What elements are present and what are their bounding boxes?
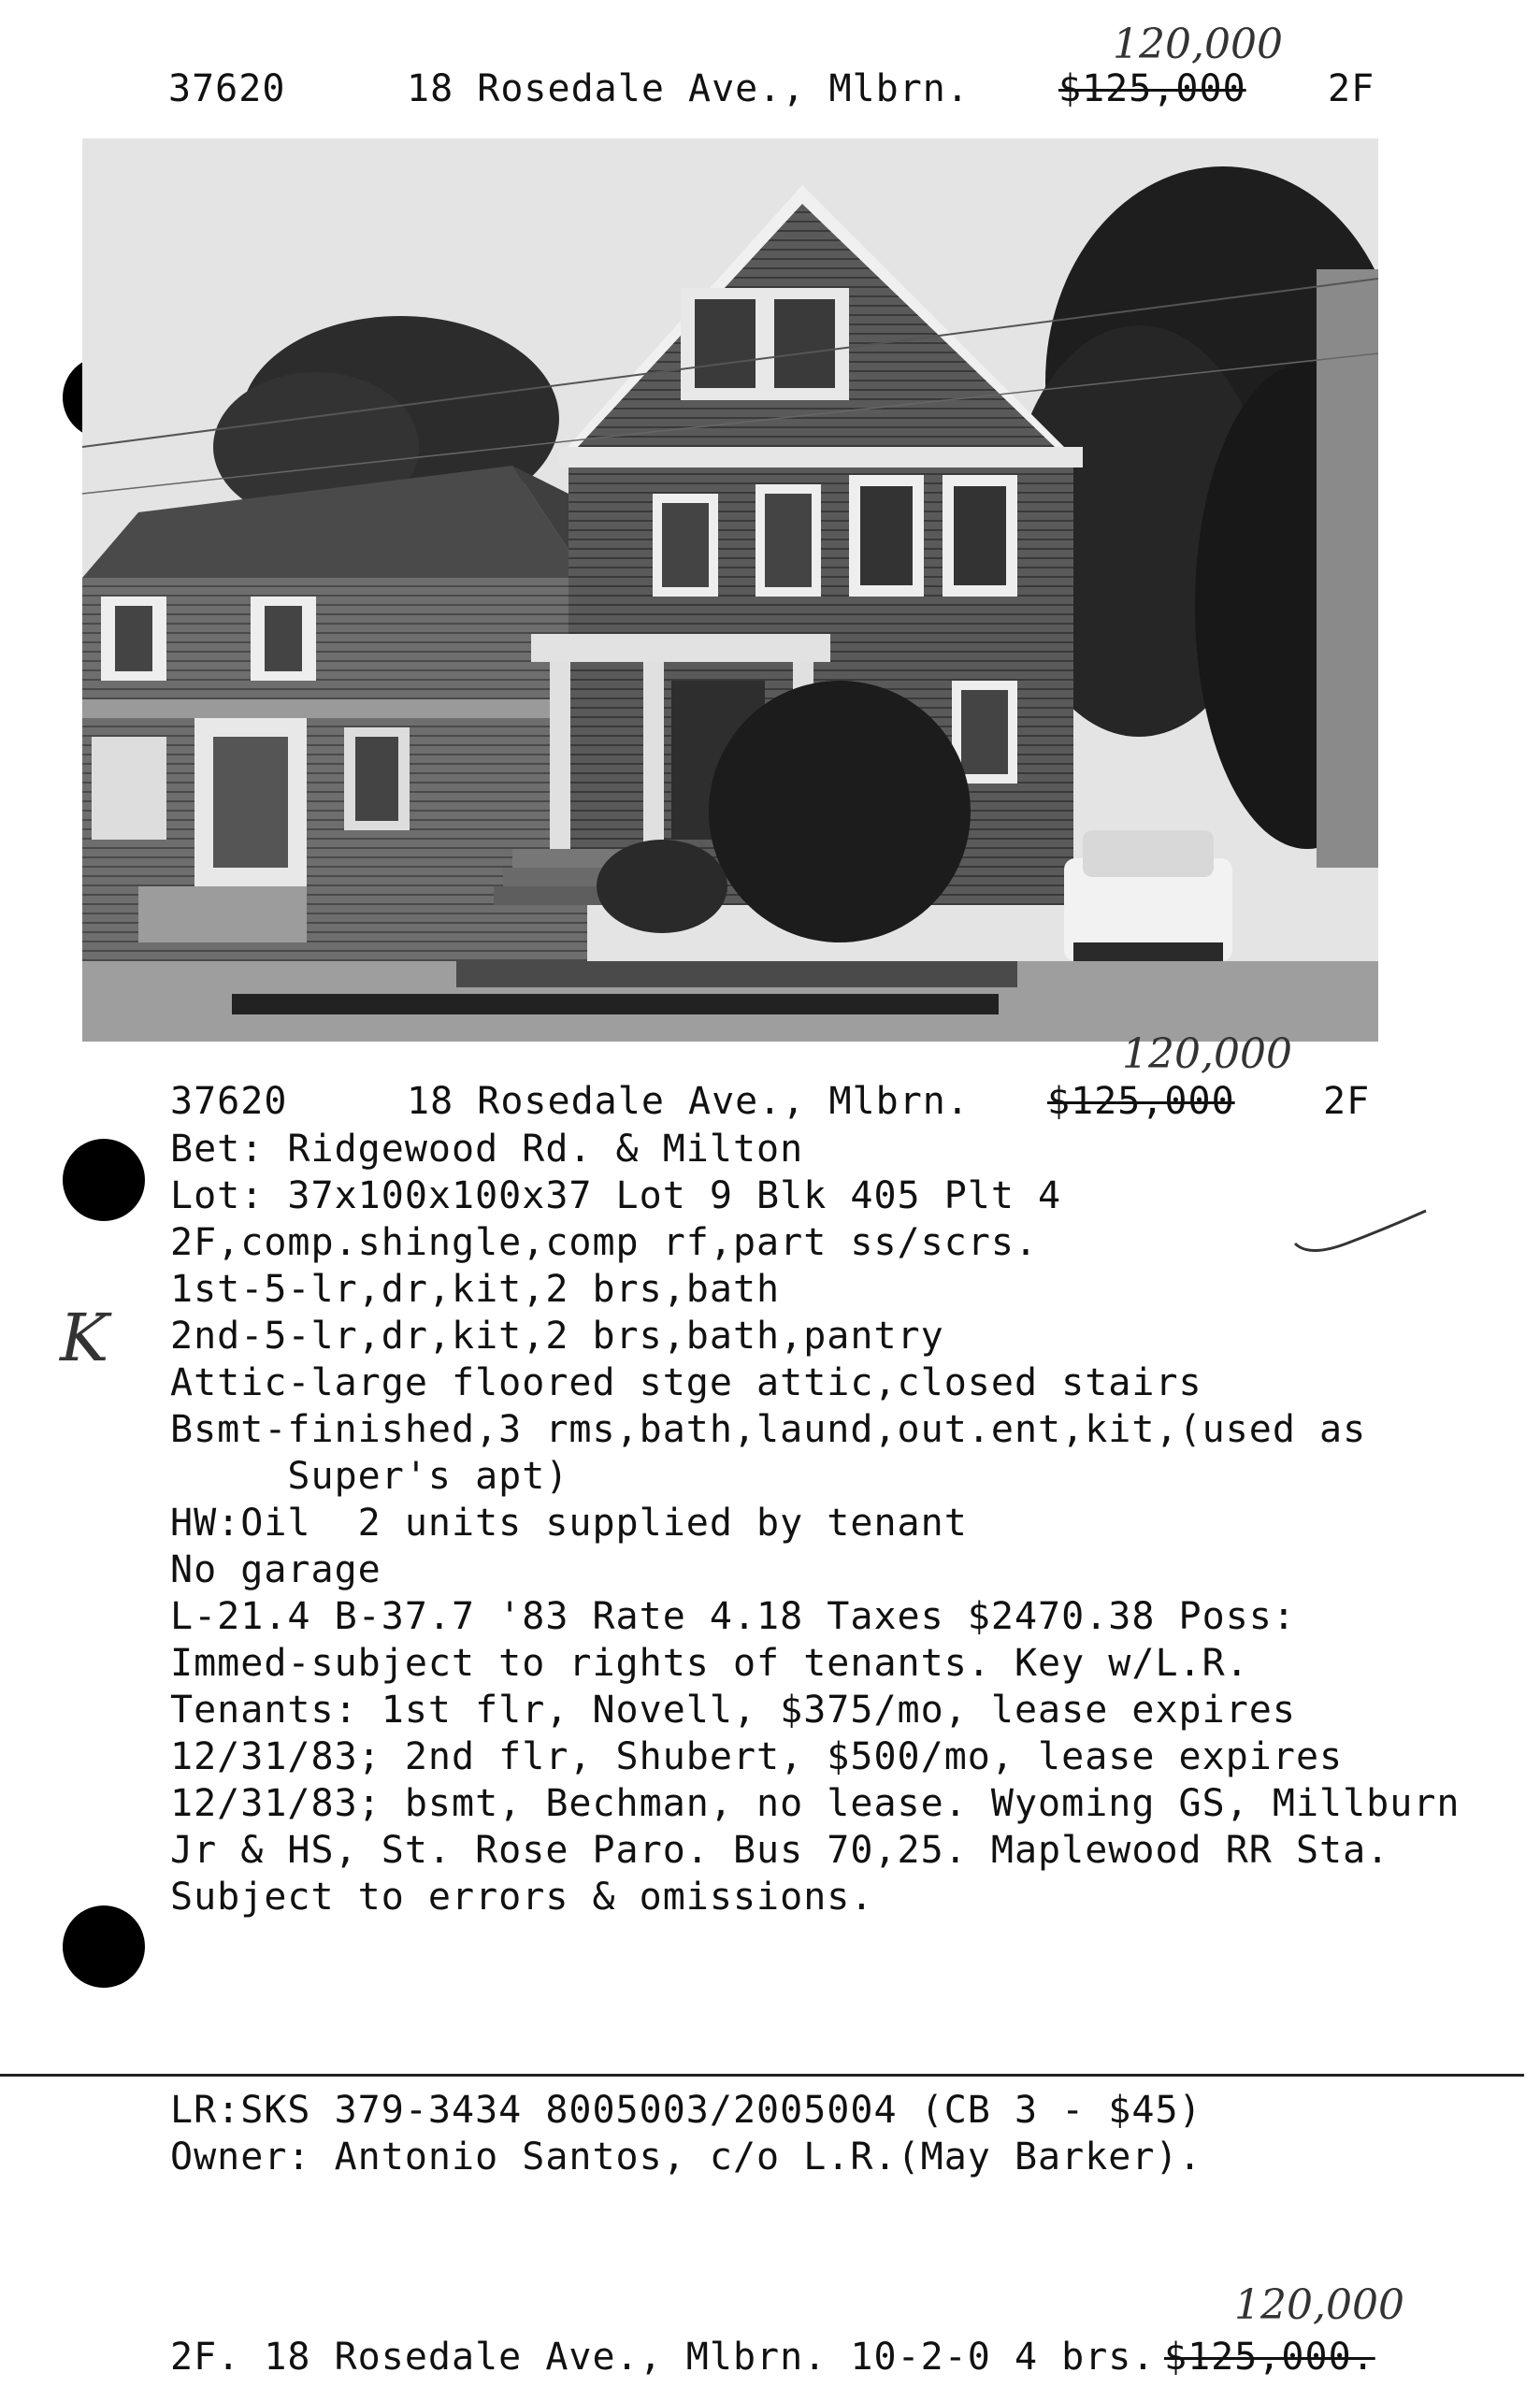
listing-line: Bsmt-finished,3 rms,bath,laund,out.ent,kit,(used as (170, 1408, 1367, 1451)
header-price-handwritten: 120,000 (1113, 21, 1283, 68)
punch-hole-middle (63, 1139, 145, 1221)
listing-line: L-21.4 B-37.7 '83 Rate 4.18 Taxes $2470.38 Poss: (170, 1595, 1296, 1638)
header-type: 2F (1328, 67, 1375, 110)
separator-rule (0, 2074, 1524, 2077)
contact-line: Owner: Antonio Santos, c/o L.R.(May Barker). (170, 2135, 1202, 2178)
listing-line: Jr & HS, St. Rose Paro. Bus 70,25. Maplewood RR Sta. (170, 1829, 1390, 1872)
listing-line: 1st-5-lr,dr,kit,2 brs,bath (170, 1268, 781, 1311)
listing-line: 2F,comp.shingle,comp rf,part ss/scrs. (170, 1221, 1039, 1264)
listing-line: Tenants: 1st flr, Novell, $375/mo, lease expires (170, 1689, 1296, 1732)
header-price-struck: $125,000 (1058, 67, 1246, 110)
house-photo (82, 138, 1378, 1042)
summary-price-struck: $125,000. (1164, 2336, 1375, 2379)
contact-line: LR:SKS 379-3434 8005003/2005004 (CB 3 - $45) (170, 2089, 1202, 2132)
contact-block (170, 2087, 1202, 2180)
listing-line: Super's apt) (170, 1455, 569, 1498)
margin-mark-k: K (60, 1300, 109, 1376)
listing-line: Subject to errors & omissions. (170, 1876, 874, 1919)
summary-text: 2F. 18 Rosedale Ave., Mlbrn. 10-2-0 4 brs. (170, 2336, 1156, 2379)
listing-line: Immed-subject to rights of tenants. Key w/L.R. (170, 1642, 1249, 1685)
listing-id: 37620 (170, 1080, 288, 1123)
listing-line: No garage (170, 1548, 381, 1591)
listing-type: 2F (1323, 1080, 1371, 1123)
listing-line: Bet: Ridgewood Rd. & Milton (170, 1128, 804, 1171)
summary-price-handwritten: 120,000 (1234, 2281, 1404, 2329)
listing-line: 12/31/83; bsmt, Bechman, no lease. Wyoming GS, Millburn (170, 1782, 1461, 1825)
listing-line: Lot: 37x100x100x37 Lot 9 Blk 405 Plt 4 (170, 1174, 1062, 1217)
parked-car (1064, 830, 1232, 971)
header-address: 18 Rosedale Ave., Mlbrn. (407, 67, 970, 110)
listing-line: 2nd-5-lr,dr,kit,2 brs,bath,pantry (170, 1315, 944, 1358)
listing-line: HW:Oil 2 units supplied by tenant (170, 1502, 968, 1545)
margin-check-mark (1290, 1206, 1431, 1262)
neighbor-house (82, 466, 606, 1008)
listing-line: 12/31/83; 2nd flr, Shubert, $500/mo, lease expires (170, 1735, 1344, 1778)
listing-price-struck: $125,000 (1047, 1080, 1235, 1123)
punch-hole-bottom (63, 1905, 145, 1988)
listing-price-handwritten: 120,000 (1122, 1030, 1292, 1078)
listing-line: Attic-large floored stge attic,closed stairs (170, 1361, 1202, 1404)
header-listing-id: 37620 (168, 67, 286, 110)
listing-address: 18 Rosedale Ave., Mlbrn. (407, 1080, 970, 1123)
